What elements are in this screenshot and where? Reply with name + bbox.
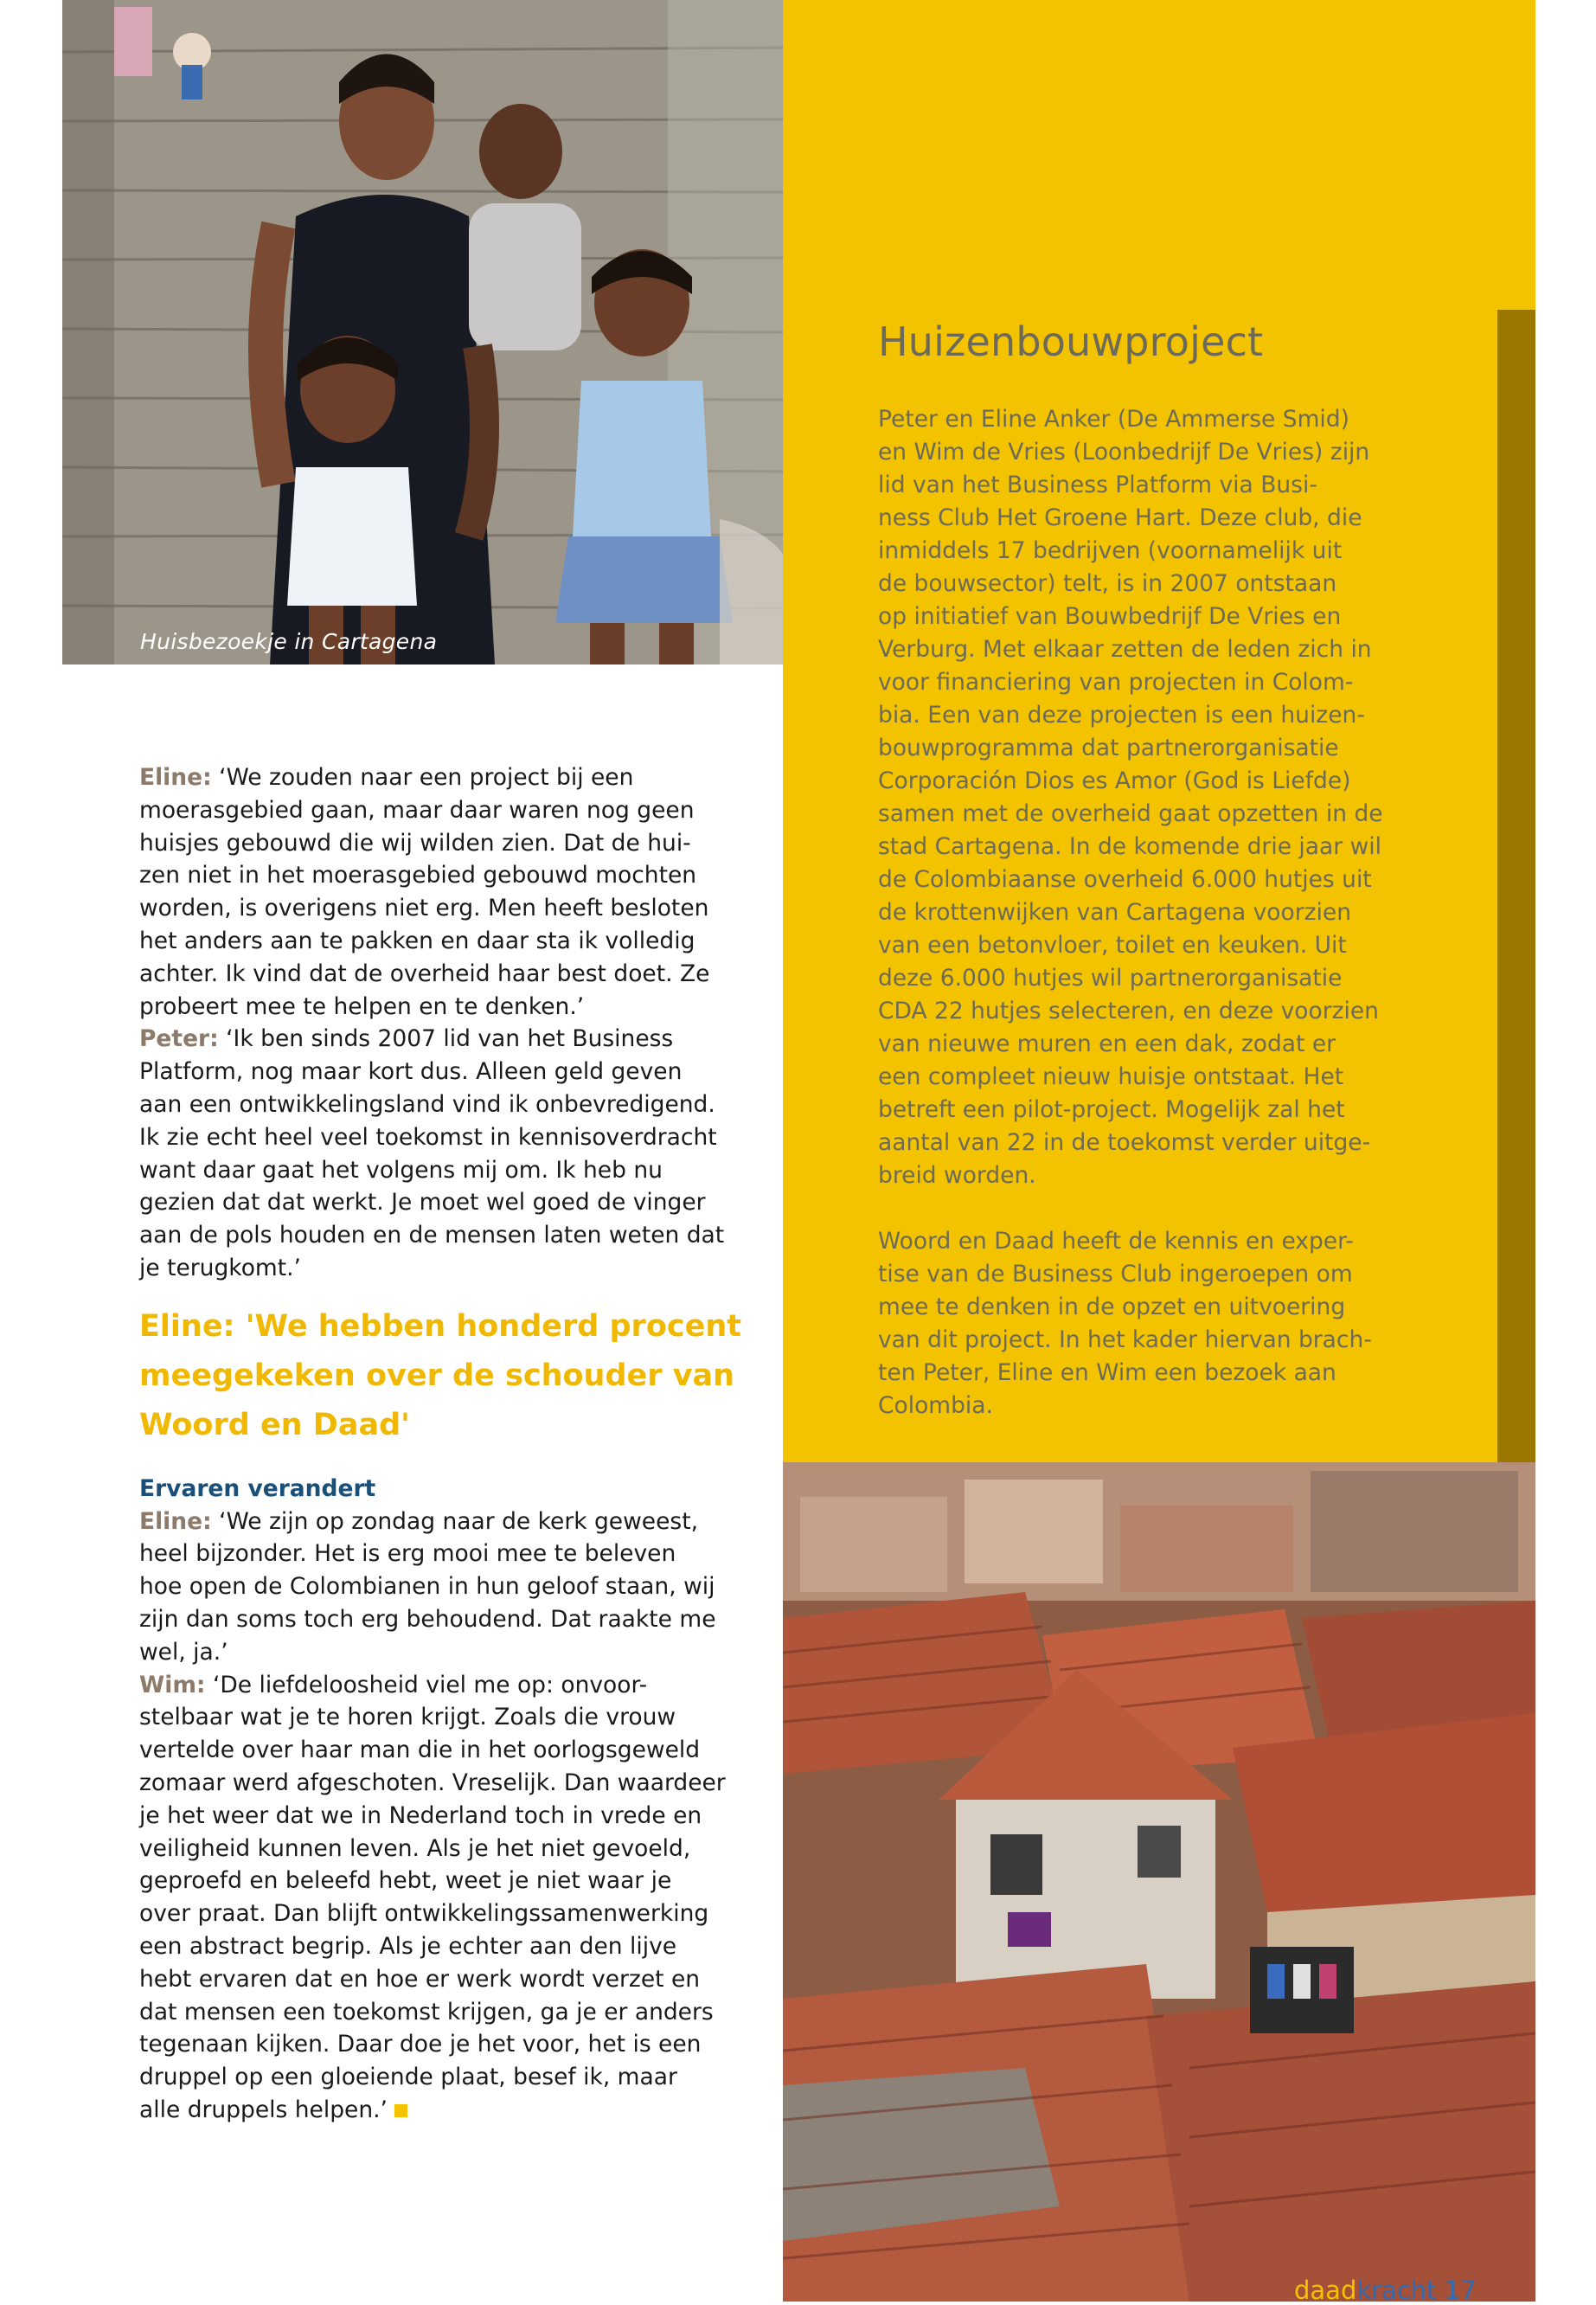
section-subheading: Ervaren verandert <box>139 1474 376 1502</box>
text-line: de krottenwijken van Cartagena voorzien <box>878 899 1351 926</box>
text-line: en Wim de Vries (Loonbedrijf De Vries) zijn <box>878 439 1370 465</box>
text-line: Colombia. <box>878 1392 993 1419</box>
text-line: meegekeken over de schouder van <box>139 1358 735 1393</box>
text-line: huisjes gebouwd die wij wilden zien. Dat de hui- <box>139 829 691 857</box>
text-line: voor financiering van projecten in Colom- <box>878 669 1354 696</box>
text-line: hoe open de Colombianen in hun geloof staan, wij <box>139 1573 715 1601</box>
text-line: je het weer dat we in Nederland toch in vrede en <box>139 1801 702 1829</box>
family-photo-illustration <box>62 0 783 665</box>
text-line: aan een ontwikkelingsland vind ik onbevredigend. <box>139 1090 715 1118</box>
speaker-label: Eline: <box>139 764 212 791</box>
text-line: achter. Ik vind dat de overheid haar best doet. Ze <box>139 960 710 987</box>
rooftops-illustration <box>783 1462 1535 2302</box>
text-line: aan de pols houden en de mensen laten weten dat <box>139 1222 725 1249</box>
text-line: de Colombiaanse overheid 6.000 hutjes uit <box>878 866 1372 893</box>
text-line: hebt ervaren dat en hoe er werk wordt verzet en <box>139 1965 701 1993</box>
text-line: veiligheid kunnen leven. Als je het niet gevoeld, <box>139 1834 691 1862</box>
text-line: tegenaan kijken. Daar doe je het voor, het is een <box>139 2031 702 2058</box>
text-line: een abstract begrip. Als je echter aan den lijve <box>139 1932 677 1960</box>
info-box-paragraph-1 <box>878 403 1432 1192</box>
article-column <box>139 761 742 2127</box>
text-line: Woord en Daad' <box>139 1407 410 1442</box>
text-line: vertelde over haar man die in het oorlogsgeweld <box>139 1737 701 1764</box>
text-line: dat mensen een toekomst krijgen, ga je er anders <box>139 1998 714 2026</box>
text-fragment: ‘We zouden naar een project bij een <box>211 764 634 791</box>
text-line: Verburg. Met elkaar zetten de leden zich in <box>878 636 1372 663</box>
text-line: zomaar werd afgeschoten. Vreselijk. Dan waardeer <box>139 1769 726 1796</box>
text-line <box>139 1023 693 1056</box>
text-line: Corporación Dios es Amor (God is Liefde) <box>878 767 1351 794</box>
text-line <box>139 1506 699 1538</box>
quote-peter <box>139 1023 725 1284</box>
text-fragment: ‘Ik ben sinds 2007 lid van het Business <box>218 1025 674 1053</box>
text-line <box>139 1669 693 1702</box>
text-line: deze 6.000 hutjes wil partnerorganisatie <box>878 965 1343 992</box>
speaker-label: Wim: <box>139 1671 206 1698</box>
text-line: geproefd en beleefd hebt, weet je niet waar je <box>139 1867 672 1895</box>
speaker-label: Peter: <box>139 1025 219 1053</box>
text-line: CDA 22 hutjes selecteren, en deze voorzien <box>878 998 1379 1024</box>
text-line: het anders aan te pakken en daar sta ik volledig <box>139 927 695 954</box>
text-line: Eline: 'We hebben honderd procent <box>139 1308 742 1344</box>
text-line: mee te denken in de opzet en uitvoering <box>878 1294 1346 1320</box>
page-folio <box>1294 2276 1477 2305</box>
text-line: tise van de Business Club ingeroepen om <box>878 1261 1353 1287</box>
text-line: lid van het Business Platform via Busi- <box>878 472 1317 498</box>
info-box-text <box>878 403 1432 1422</box>
text-line: betreft een pilot-project. Mogelijk zal het <box>878 1096 1345 1123</box>
text-line: van dit project. In het kader hiervan brach- <box>878 1326 1372 1353</box>
info-box-paragraph-2 <box>878 1225 1432 1422</box>
text-line: zen niet in het moerasgebied gebouwd mochten <box>139 862 697 889</box>
text-line: bia. Een van deze projecten is een huizen- <box>878 702 1365 729</box>
info-box-title: Huizenbouwproject <box>878 318 1264 365</box>
pull-quote <box>139 1302 742 1450</box>
text-fragment: alle druppels helpen.’ <box>139 2096 388 2123</box>
text-line: stelbaar wat je te horen krijgt. Zoals die vrouw <box>139 1704 676 1731</box>
text-line: ten Peter, Eline en Wim een bezoek aan <box>878 1359 1336 1386</box>
text-line: Woord en Daad heeft de kennis en exper- <box>878 1228 1354 1255</box>
text-line: een compleet nieuw huisje ontstaat. Het <box>878 1063 1344 1090</box>
text-line: je terugkomt.’ <box>139 1254 301 1281</box>
speaker-label: Eline: <box>139 1507 212 1535</box>
brand-part-1: daad <box>1294 2276 1357 2305</box>
text-line: op initiatief van Bouwbedrijf De Vries en <box>878 603 1342 630</box>
page-number: 17 <box>1444 2276 1477 2305</box>
text-line: moerasgebied gaan, maar daar waren nog geen <box>139 796 695 824</box>
text-line: ness Club Het Groene Hart. Deze club, die <box>878 504 1362 531</box>
text-line: druppel op een gloeiende plaat, besef ik, maar <box>139 2064 677 2091</box>
text-line: zijn dan soms toch erg behoudend. Dat raakte me <box>139 1605 716 1633</box>
decorative-side-bar <box>1497 310 1535 1462</box>
end-of-article-square-icon <box>394 2104 407 2117</box>
text-line: want daar gaat het volgens mij om. Ik heb nu <box>139 1156 663 1184</box>
text-line: de bouwsector) telt, is in 2007 ontstaan <box>878 570 1337 597</box>
text-line: inmiddels 17 bedrijven (voornamelijk uit <box>878 537 1343 564</box>
rooftops-photo <box>783 1462 1535 2302</box>
text-line: worden, is overigens niet erg. Men heeft besloten <box>139 895 709 922</box>
text-line: bouwprogramma dat partnerorganisatie <box>878 735 1339 761</box>
text-line: Peter en Eline Anker (De Ammerse Smid) <box>878 406 1349 433</box>
text-line: stad Cartagena. In de komende drie jaar wil <box>878 833 1381 860</box>
text-line: heel bijzonder. Het is erg mooi mee te beleven <box>139 1540 676 1568</box>
text-line: wel, ja.’ <box>139 1638 228 1666</box>
text-fragment: ‘We zijn op zondag naar de kerk geweest, <box>211 1507 699 1535</box>
brand-part-2: kracht <box>1356 2276 1437 2305</box>
photo-caption: Huisbezoekje in Cartagena <box>140 629 438 654</box>
text-line: Platform, nog maar kort dus. Alleen geld geven <box>139 1058 683 1086</box>
text-line: over praat. Dan blijft ontwikkelingssamenwerking <box>139 1900 709 1928</box>
quote-eline-1 <box>139 761 710 1023</box>
text-line: Ik zie echt heel veel toekomst in kennisoverdracht <box>139 1123 717 1151</box>
text-line: gezien dat dat werkt. Je moet wel goed de vinger <box>139 1189 706 1217</box>
quote-eline-2 <box>139 1506 716 1669</box>
quote-wim <box>139 1669 726 2127</box>
family-photo <box>62 0 783 665</box>
text-line: breid worden. <box>878 1162 1036 1189</box>
text-line: samen met de overheid gaat opzetten in de <box>878 800 1383 827</box>
text-line: van een betonvloer, toilet en keuken. Uit <box>878 932 1347 959</box>
text-line: probeert mee te helpen en te denken.’ <box>139 992 585 1020</box>
text-line <box>139 761 693 794</box>
text-line: aantal van 22 in de toekomst verder uitge- <box>878 1129 1371 1156</box>
text-line: van nieuwe muren en een dak, zodat er <box>878 1031 1336 1057</box>
text-line <box>139 2094 693 2127</box>
text-fragment: ‘De liefdeloosheid viel me op: onvoor- <box>205 1671 648 1698</box>
